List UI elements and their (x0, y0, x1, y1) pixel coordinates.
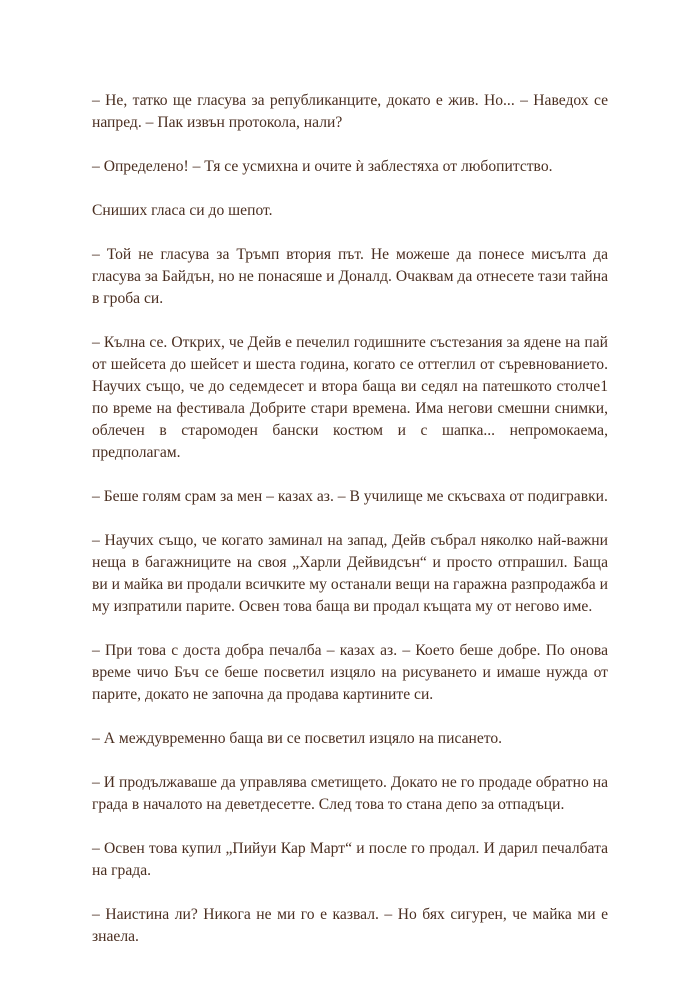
paragraph: – Научих също, че когато заминал на запад, Дейв събрал няколко най-важни неща в багажниците на своя „Харли Дейвидсън“ и просто отпрашил. Баща ви и майка ви продали всичките му останали вещи на гаражна разпродажба и му изпратили парите. Освен това баща ви продал къщата му от негово име. (92, 532, 608, 615)
paragraph: – Кълна се. Открих, че Дейв е печелил годишните състезания за ядене на пай от шейсета до шейсет и шеста година, когато се оттеглил от съревнованието. Научих също, че до седемдесет и втора баща ви седял на патешкото столче1 по време на фестивала Добрите стари времена. Има негови смешни снимки, облечен в старомоден бански костюм и с шапка... непромокаема, предполагам. (92, 334, 608, 461)
paragraph: – Беше голям срам за мен – казах аз. – В училище ме скъсваха от подигравки. (92, 488, 608, 505)
paragraph: – Не, татко ще гласува за републиканците, докато е жив. Но... – Наведох се напред. – Пак извън протокола, нали? (92, 92, 608, 131)
paragraph: Сниших гласа си до шепот. (92, 202, 273, 219)
paragraph: – А междувременно баща ви се посветил изцяло на писането. (92, 730, 503, 747)
paragraph: – И продължаваше да управлява сметището. Докато не го продаде обратно на града в началото на деветдесетте. След това то стана депо за отпадъци. (92, 774, 608, 813)
paragraph: – Той не гласува за Тръмп втория път. Не можеше да понесе мисълта да гласува за Байдън, но не понасяше и Доналд. Очаквам да отнесете тази тайна в гроба си. (92, 246, 608, 307)
paragraph: – При това с доста добра печалба – казах аз. – Което беше добре. По онова време чичо Бъч се беше посветил изцяло на рисуването и имаше нужда от парите, докато не започна да продава картините си. (92, 642, 608, 703)
paragraph: – Освен това купил „Пийуи Кар Март“ и после го продал. И дарил печалбата на града. (92, 840, 608, 879)
document-body (92, 90, 608, 948)
paragraph: – Наистина ли? Никога не ми го е казвал. – Но бях сигурен, че майка ми е знаела. (92, 906, 608, 945)
paragraph: – Определено! – Тя се усмихна и очите ѝ заблестяха от любопитство. (92, 158, 553, 175)
